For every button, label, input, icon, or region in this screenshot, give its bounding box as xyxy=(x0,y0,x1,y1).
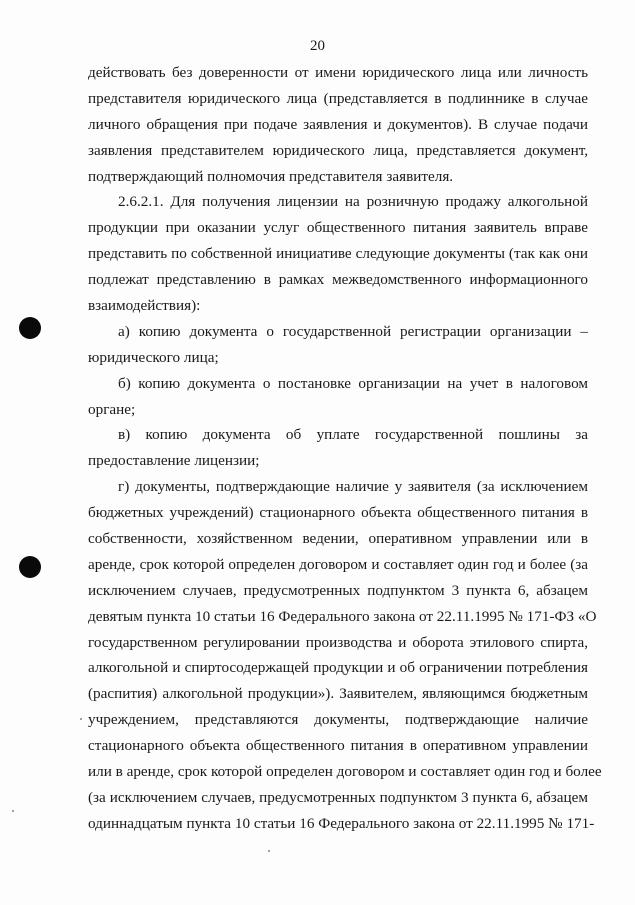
text-line: аренде, срок которой определен договором и составляет один год и более (за xyxy=(88,555,588,573)
text-line: а) копию документа о государственной регистрации организации – xyxy=(118,322,588,340)
text-line: государственном регулировании производства и оборота этилового спирта, xyxy=(88,633,588,651)
text-line: алкогольной и спиртосодержащей продукции и об ограничении потребления xyxy=(88,659,588,677)
text-line: представителя юридического лица (представляется в подлиннике в случае xyxy=(88,89,588,107)
text-line: исключением случаев, предусмотренных подпунктом 3 пункта 6, абзацем xyxy=(88,581,588,599)
text-line: или в аренде, срок которой определен договором и составляет один год и более xyxy=(88,763,602,781)
text-line: продукции при оказании услуг общественного питания заявитель вправе xyxy=(88,219,588,237)
text-line: подлежат представлению в рамках межведомственного информационного xyxy=(88,271,588,289)
text-line: (за исключением случаев, предусмотренных подпунктом 3 пункта 6, абзацем xyxy=(88,788,588,806)
text-line: 2.6.2.1. Для получения лицензии на розничную продажу алкогольной xyxy=(118,193,588,211)
text-line: девятым пункта 10 статьи 16 Федерального закона от 22.11.1995 № 171-ФЗ «О xyxy=(88,607,597,625)
text-line: стационарного объекта общественного питания в оперативном управлении xyxy=(88,737,588,755)
text-line: заявления представителем юридического лица, представляется документ, xyxy=(88,141,588,159)
text-line: (распития) алкогольной продукции»). Заявителем, являющимся бюджетным xyxy=(88,685,588,703)
text-line: юридического лица; xyxy=(88,348,219,366)
text-line: бюджетных учреждений) стационарного объекта общественного питания в xyxy=(88,504,588,522)
text-line: взаимодействия): xyxy=(88,297,201,315)
text-line: действовать без доверенности от имени юридического лица или личность xyxy=(88,64,588,81)
text-line: подтверждающий полномочия представителя заявителя. xyxy=(88,167,454,185)
document-body xyxy=(88,60,602,837)
text-line: б) копию документа о постановке организации на учет в налоговом xyxy=(118,374,588,392)
scan-speck xyxy=(12,810,14,812)
punch-hole-bottom xyxy=(19,556,41,578)
text-line: учреждением, представляются документы, подтверждающие наличие xyxy=(88,711,588,729)
punch-hole-top xyxy=(19,317,41,339)
text-line: одиннадцатым пункта 10 статьи 16 Федерального закона от 22.11.1995 № 171- xyxy=(88,814,595,832)
scan-speck xyxy=(80,718,82,720)
text-line: представить по собственной инициативе следующие документы (так как они xyxy=(88,245,588,263)
scan-speck xyxy=(268,850,270,852)
text-line: личного обращения при подаче заявления и документов). В случае подачи xyxy=(88,115,588,133)
text-line: органе; xyxy=(88,400,136,418)
text-line: предоставление лицензии; xyxy=(88,452,260,470)
page-number: 20 xyxy=(310,38,325,54)
text-line: в) копию документа об уплате государственной пошлины за xyxy=(118,426,588,444)
text-line: собственности, хозяйственном ведении, оперативном управлении или в xyxy=(88,530,588,548)
text-line: г) документы, подтверждающие наличие у заявителя (за исключением xyxy=(118,478,588,496)
